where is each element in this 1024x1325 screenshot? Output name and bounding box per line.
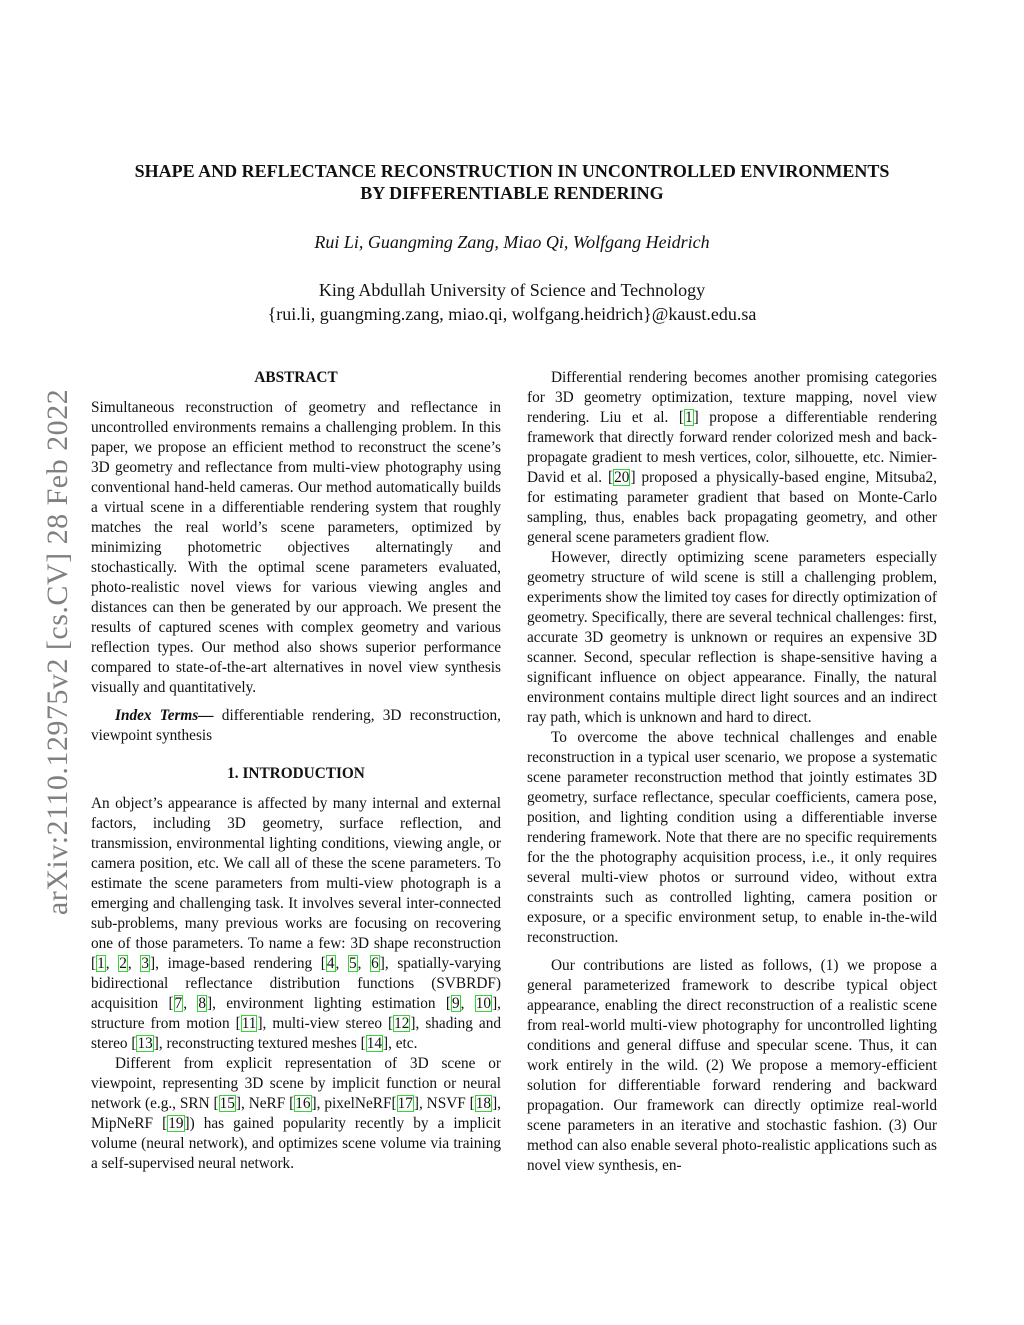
citation-link[interactable]: 8 (198, 995, 207, 1012)
emails: {rui.li, guangming.zang, miao.qi, wolfgang.heidrich}@kaust.edu.sa (267, 304, 757, 324)
citation-link[interactable]: 18 (475, 1095, 492, 1112)
paper-title (60, 160, 964, 204)
right-column (527, 368, 937, 1176)
citation-link[interactable]: 5 (348, 955, 357, 972)
citation-link[interactable]: 6 (371, 955, 379, 972)
citation-link[interactable]: 3 (141, 955, 150, 972)
citation-link[interactable]: 15 (219, 1095, 235, 1112)
right-paragraph-4: Our contributions are listed as follows, (1) we propose a general parameterized framework to describe typical object appearance, enabling the direct reconstruction of a realistic scene from real-world multi-view photography for uncontrolled lighting conditions and general diffuse and specular scene. Thus, it can work entirely in the wild. (2) We propose a memory-efficient solution for differentiable forward rendering and backward propagation. Our framework can directly optimize real-world scene parameters in an iterative and stochastic fashion. (3) Our method can also enable several photo-realistic applications such as novel view synthesis, en- (527, 957, 937, 1174)
title-line-1: SHAPE AND REFLECTANCE RECONSTRUCTION IN UNCONTROLLED ENVIRONMENTS (134, 161, 890, 181)
affiliation: King Abdullah University of Science and Technology (318, 280, 706, 300)
title-line-2: BY DIFFERENTIABLE RENDERING (360, 183, 664, 203)
index-terms-label: Index Terms— (115, 707, 214, 724)
citation-link[interactable]: 14 (366, 1035, 383, 1052)
citation-link[interactable]: 13 (137, 1035, 153, 1052)
citation-link[interactable]: 4 (326, 955, 335, 972)
intro-paragraph-2: Different from explicit representation of 3D scene or viewpoint, representing 3D scene by implicit function or neural network (e.g., SRN [15], NeRF [16], pixelNeRF[17], NSVF [18], MipNeRF [19]) has gained popularity recently by a implicit volume (neural network), and optimizes scene volume via training a self-supervised neural network. (91, 1055, 502, 1172)
citation-link[interactable]: 19 (168, 1115, 184, 1132)
right-paragraph-2: However, directly optimizing scene parameters especially geometry structure of wild scene is still a challenging problem, experiments show the limited toy cases for directly optimization of geometry. Specifically, there are several technical challenges: first, accurate 3D geometry is unknown or requires an expensive 3D scanner. Second, specular reflection is shape-sensitive having a significant influence on object appearance. Finally, the natural environment contains multiple direct light sources and an indirect ray path, which is unknown and hard to direct. (527, 549, 937, 726)
authors: Rui Li, Guangming Zang, Miao Qi, Wolfgang Heidrich (314, 232, 710, 252)
citation-link[interactable]: 1 (684, 409, 693, 426)
abstract-text: Simultaneous reconstruction of geometry and reflectance in uncontrolled environments remains a challenging problem. In this paper, we propose an efficient method to reconstruct the scene’s 3D geometry and reflectance from multi-view photography using conventional hand-held cameras. Our method automatically builds a virtual scene in a differentiable rendering system that roughly matches the real world’s scene parameters, optimized by minimizing photometric objectives alternatingly and stochastically. With the optimal scene parameters evaluated, photo-realistic novel views for various viewing angles and distances can then be generated by our approach. We present the results of captured scenes with complex geometry and various reflection types. Our method also shows superior performance compared to state-of-the-art alternatives in novel view synthesis visually and quantitatively. (91, 399, 501, 696)
abstract-heading: ABSTRACT (254, 369, 338, 386)
citation-link[interactable]: 17 (397, 1095, 413, 1112)
index-terms (91, 706, 501, 746)
citation-link[interactable]: 12 (394, 1015, 410, 1032)
right-paragraph-1: Differential rendering becomes another promising categories for 3D geometry optimization, texture mapping, novel view rendering. Liu et al. [1] propose a differentiable rendering framework that directly forward render colorized mesh and back-propagate gradient to mesh vertices, color, silhouette, etc. Nimier-David et al. [20] proposed a physically-based engine, Mitsuba2, for estimating parameter gradient that based on Monte-Carlo sampling, thus, enables back propagating geometry, and other general scene parameters gradient flow. (527, 369, 937, 546)
left-column (91, 368, 501, 1174)
affiliation-block (60, 278, 964, 326)
right-paragraph-3: To overcome the above technical challenges and enable reconstruction in a typical user scenario, we propose a systematic scene parameter reconstruction method that jointly estimates 3D geometry, surface reflectance, specular coefficients, camera pose, position, and lighting condition using a differentiable inverse rendering framework. Note that there are no specific requirements for the the photography acquisition process, i.e., it only requires several multi-view photos or surround video, without extra constraints such as controlled lighting, camera position or exposure, or a specific environment setup, to enable in-the-wild reconstruction. (527, 729, 937, 946)
citation-link[interactable]: 1 (97, 955, 105, 972)
arxiv-identifier: arXiv:2110.12975v2 [cs.CV] 28 Feb 2022 (41, 388, 74, 916)
citation-link[interactable]: 7 (174, 995, 183, 1012)
introduction-heading: 1. INTRODUCTION (227, 765, 365, 782)
citation-link[interactable]: 10 (475, 995, 492, 1012)
intro-paragraph-1: An object’s appearance is affected by many internal and external factors, including 3D geometry, surface reflection, and transmission, environmental lighting conditions, viewing angle, or camera position, etc. We call all of these the scene parameters. To estimate the scene parameters from multi-view photograph is a emerging and challenging task. It involves several inter-connected sub-problems, many previous works are focusing on recovering one of those parameters. To name a few: 3D shape reconstruction [1, 2, 3], image-based rendering [4, 5, 6], spatially-varying bidirectional reflectance distribution functions (SVBRDF) acquisition [7, 8], environment lighting estimation [9, 10], structure from motion [11], multi-view stereo [12], shading and stereo [13], reconstructing textured meshes [14], etc. (91, 795, 501, 1052)
citation-link[interactable]: 16 (295, 1095, 311, 1112)
citation-link[interactable]: 20 (614, 469, 630, 486)
citation-link[interactable]: 2 (119, 955, 127, 972)
index-terms-text: differentiable rendering, 3D reconstruction, viewpoint synthesis (91, 707, 501, 744)
citation-link[interactable]: 11 (241, 1015, 257, 1032)
citation-link[interactable]: 9 (451, 995, 460, 1012)
